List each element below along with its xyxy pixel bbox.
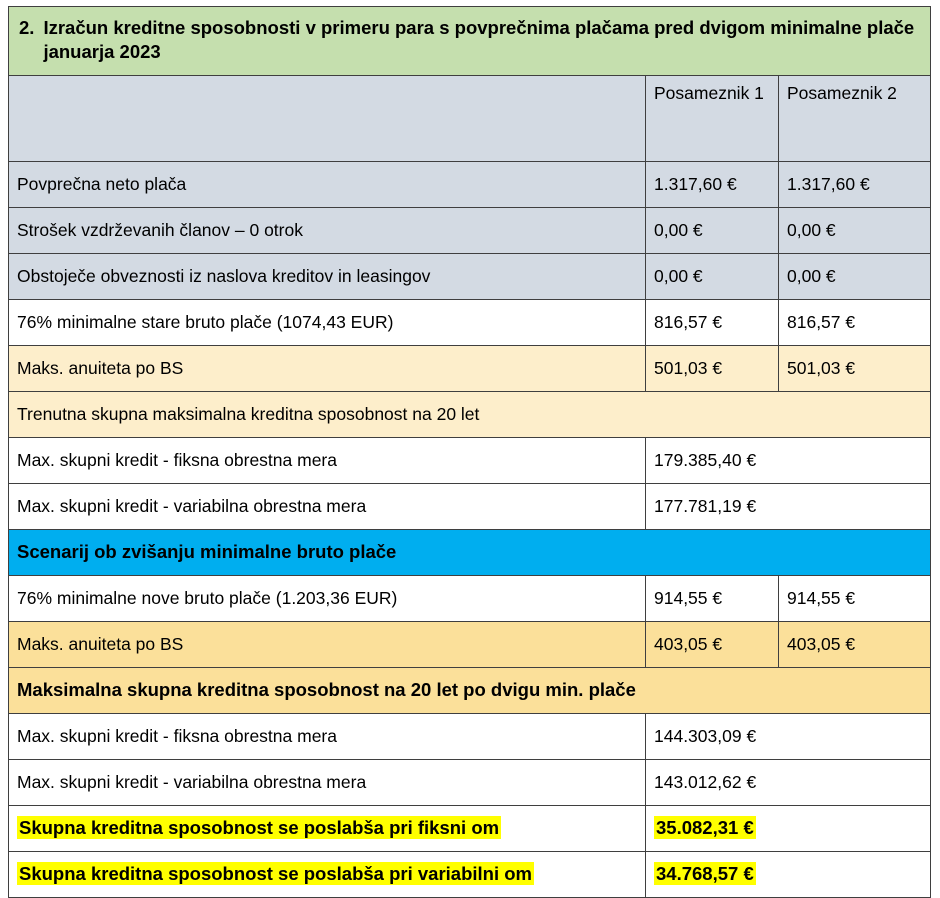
table-row [9, 208, 931, 254]
row-label: Strošek vzdrževanih članov – 0 otrok [9, 208, 646, 254]
row-value-person1: 0,00 € [646, 208, 779, 254]
row-value-person2: 816,57 € [779, 300, 931, 346]
row-value-person2: 0,00 € [779, 254, 931, 300]
row-value-merged: 143.012,62 € [646, 760, 931, 806]
row-value-person1: 0,00 € [646, 254, 779, 300]
table-row [9, 254, 931, 300]
table-title-row [9, 7, 931, 76]
row-label: Max. skupni kredit - fiksna obrestna mera [9, 438, 646, 484]
conclusion-row [9, 852, 931, 898]
banner-label: Scenarij ob zvišanju minimalne bruto plače [9, 530, 931, 576]
table-row [9, 714, 931, 760]
conclusion-label-cell [9, 852, 646, 898]
column-header-row [9, 76, 931, 162]
conclusion-label: Skupna kreditna sposobnost se poslabša pri fiksni om [19, 817, 500, 839]
row-label: Max. skupni kredit - variabilna obrestna mera [9, 484, 646, 530]
conclusion-label-cell [9, 806, 646, 852]
table-banner-row [9, 392, 931, 438]
table-row [9, 300, 931, 346]
row-value-merged: 144.303,09 € [646, 714, 931, 760]
table-row [9, 346, 931, 392]
row-value-person2: 1.317,60 € [779, 162, 931, 208]
banner-label: Maksimalna skupna kreditna sposobnost na 20 let po dvigu min. plače [9, 668, 931, 714]
row-value-merged: 179.385,40 € [646, 438, 931, 484]
banner-label: Trenutna skupna maksimalna kreditna sposobnost na 20 let [9, 392, 931, 438]
table-row [9, 438, 931, 484]
row-value-person1: 816,57 € [646, 300, 779, 346]
row-label: 76% minimalne nove bruto plače (1.203,36 EUR) [9, 576, 646, 622]
page-title: Izračun kreditne sposobnosti v primeru para s povprečnima plačama pred dvigom minimalne plače januarja 2023 [43, 17, 915, 63]
table-row [9, 760, 931, 806]
table-title-cell [9, 7, 931, 76]
column-header-person2: Posameznik 2 [779, 76, 931, 162]
table-row [9, 162, 931, 208]
row-label: 76% minimalne stare bruto plače (1074,43 EUR) [9, 300, 646, 346]
row-value-person1: 403,05 € [646, 622, 779, 668]
table-banner-row [9, 530, 931, 576]
table-row [9, 622, 931, 668]
row-value-person2: 0,00 € [779, 208, 931, 254]
row-value-person1: 914,55 € [646, 576, 779, 622]
title-number: 2. [19, 17, 35, 38]
table-row [9, 484, 931, 530]
credit-capacity-table [8, 6, 931, 898]
row-label: Obstoječe obveznosti iz naslova kreditov in leasingov [9, 254, 646, 300]
row-label: Maks. anuiteta po BS [9, 346, 646, 392]
row-value-person1: 501,03 € [646, 346, 779, 392]
row-label: Max. skupni kredit - fiksna obrestna mera [9, 714, 646, 760]
column-header-person1: Posameznik 1 [646, 76, 779, 162]
conclusion-value-cell [646, 852, 931, 898]
row-label: Maks. anuiteta po BS [9, 622, 646, 668]
conclusion-value-cell [646, 806, 931, 852]
row-label: Povprečna neto plača [9, 162, 646, 208]
table-body [9, 7, 931, 898]
table-row [9, 576, 931, 622]
row-value-merged: 177.781,19 € [646, 484, 931, 530]
table-banner-row [9, 668, 931, 714]
row-value-person2: 914,55 € [779, 576, 931, 622]
conclusion-value: 35.082,31 € [656, 817, 754, 839]
column-header-label [9, 76, 646, 162]
row-value-person1: 1.317,60 € [646, 162, 779, 208]
row-value-person2: 501,03 € [779, 346, 931, 392]
row-label: Max. skupni kredit - variabilna obrestna mera [9, 760, 646, 806]
conclusion-row [9, 806, 931, 852]
row-value-person2: 403,05 € [779, 622, 931, 668]
conclusion-value: 34.768,57 € [656, 863, 754, 885]
conclusion-label: Skupna kreditna sposobnost se poslabša pri variabilni om [19, 863, 532, 885]
